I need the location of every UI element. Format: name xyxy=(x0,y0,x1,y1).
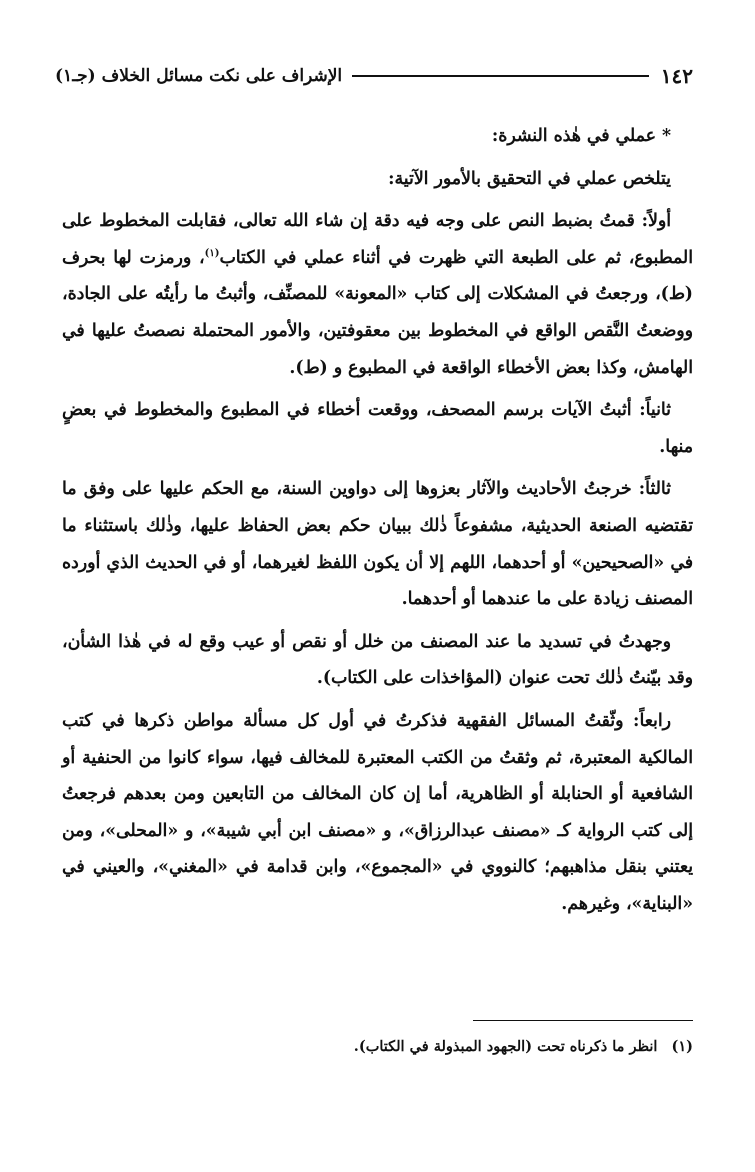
footnote-divider xyxy=(473,1020,693,1021)
body-text xyxy=(62,118,693,922)
paragraph-first xyxy=(62,203,693,386)
footnote xyxy=(62,1036,693,1058)
book-title: الإشراف على نكت مسائل الخلاف (جـ١) xyxy=(55,66,343,86)
paragraph-fourth: رابعاً: وثّقتُ المسائل الفقهية فذكرتُ في أول كل مسألة مواطن ذكرها في كتب المالكية المعتبرة، ثم وثقتُ من الكتب المعتبرة للمخالف فيها، سواء كانوا من الحنفية أو الشافعية أو الحنابلة أو الظاهرية، أما إن كان المخالف من التابعين ومن بعدهم فرجعتُ إلى كتب الرواية كـ «مصنف عبدالرزاق»، و «مصنف ابن أبي شيبة»، و «المحلى»، ومن يعتني بنقل مذاهبهم؛ كالنووي في «المجموع»، وابن قدامة في «المغني»، والعيني في «البناية»، وغيرهم. xyxy=(62,710,693,914)
footnote-reference[interactable]: (١) xyxy=(204,248,220,260)
paragraph-effort: وجهدتُ في تسديد ما عند المصنف من خلل أو نقص أو عيب وقع له في هٰذا الشأن، وقد بيّنتُ ذٰلك تحت عنوان (المؤاخذات على الكتاب). xyxy=(62,631,693,689)
header-rule xyxy=(352,75,649,77)
section-heading: * عملي في هٰذه النشرة: xyxy=(491,126,671,146)
running-header xyxy=(55,60,693,92)
footnote-text: انظر ما ذكرناه تحت (الجهود المبذولة في الكتاب). xyxy=(353,1038,658,1055)
paragraph-intro: يتلخص عملي في التحقيق بالأمور الآتية: xyxy=(388,168,671,189)
page-number: ١٤٢ xyxy=(660,64,693,88)
footnote-number: (١) xyxy=(671,1038,693,1055)
paragraph-second: ثانياً: أثبتُ الآيات برسم المصحف، ووقعت أخطاء في المطبوع والمخطوط في بعضٍ منها. xyxy=(62,400,693,457)
paragraph-third: ثالثاً: خرجتُ الأحاديث والآثار بعزوها إلى دواوين السنة، مع الحكم عليها على وفق ما تقتضيه الصنعة الحديثية، مشفوعاً ذٰلك ببيان حكم بعض الحفاظ عليها، وذٰلك باستثناء ما في «الصحيحين» أو أحدهما، اللهم إلا أن يكون اللفظ لغيرهما، أو في الحديث الذي أورده المصنف زيادة على ما عندهما أو أحدهما. xyxy=(62,479,693,610)
paragraph-first-part-a: أولاً: قمتُ بضبط النص على وجه فيه دقة إن شاء الله تعالى، فقابلت المخطوط على المطبوع، ثم على الطبعة التي ظهرت في أثناء عملي في الكتاب xyxy=(62,211,693,268)
paragraph-first-part-b: ، ورمزت لها بحرف (ط)، ورجعتُ في المشكلات إلى كتاب «المعونة» للمصنِّف، وأثبتُ ما رأيتُه على الجادة، ووضعتُ النَّقص الواقع في المخطوط بين معقوفتين، والأمور المحتملة نصصتُ عليها في الهامش، وكذا بعض الأخطاء الواقعة في المطبوع و (ط). xyxy=(62,247,693,378)
